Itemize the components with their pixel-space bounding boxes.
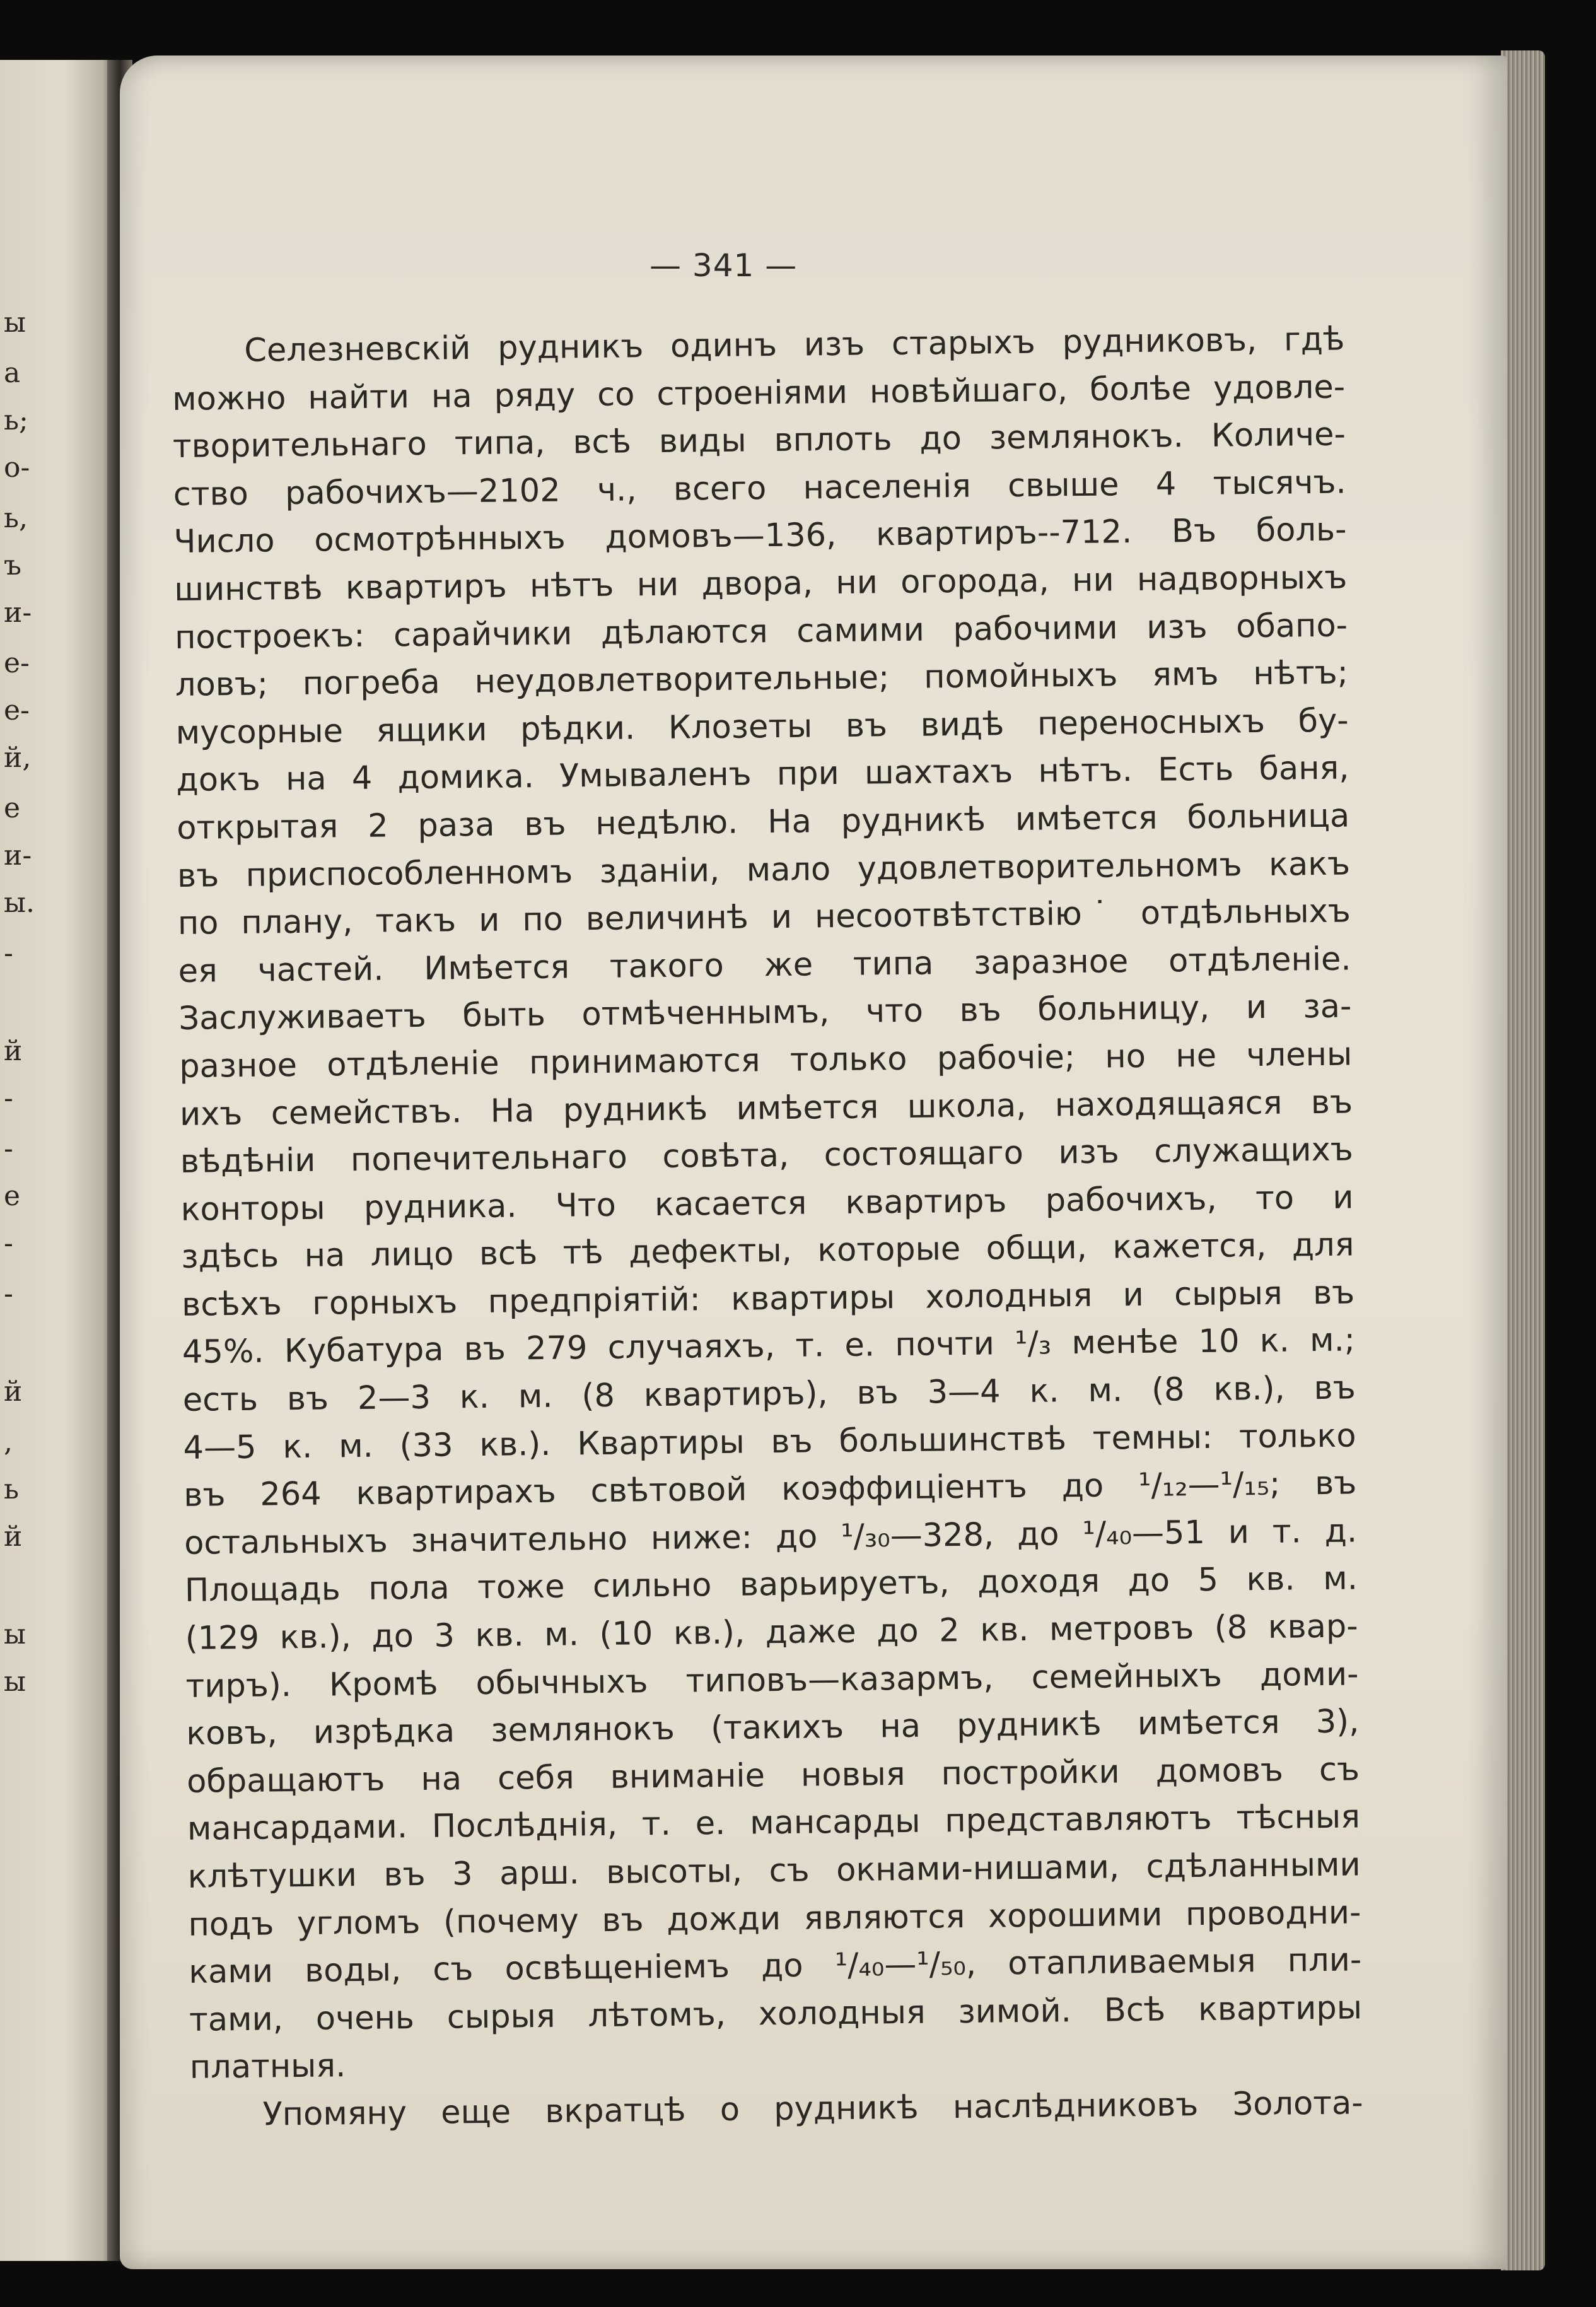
text-line: есть въ 2—3 к. м. (8 квартиръ), въ 3—4 к. м. (8 кв.), въ [182,1369,1356,1419]
left-page-fragment: ы [4,307,26,339]
left-page-fragment: - [4,1133,13,1165]
text-line: вѣдѣніи попечительнаго совѣта, состоящаго изъ служащихъ [180,1131,1354,1181]
left-page-fragment: е- [4,694,30,727]
text-line: ихъ семействъ. На рудникѣ имѣется школа, находящаяся въ [179,1083,1353,1133]
body-text [172,316,1363,2140]
text-line: творительнаго типа, всѣ виды вплоть до землянокъ. Количе- [172,416,1346,466]
text-line: мусорные ящики рѣдки. Клозеты въ видѣ переносныхъ бу- [175,702,1349,752]
text-line: ковъ, изрѣдка землянокъ (такихъ на рудникѣ имѣется 3), [186,1703,1360,1753]
left-page-edge [0,60,117,2261]
text-line: Площадь пола тоже сильно варьируетъ, доходя до 5 кв. м. [184,1560,1358,1610]
text-line: построекъ: сарайчики дѣлаются самими рабочими изъ обапо- [174,607,1348,657]
text-line: клѣтушки въ 3 арш. высоты, съ окнами-нишами, сдѣланными [187,1846,1361,1896]
left-page-fragment: й [4,1521,23,1553]
text-line: конторы рудника. Что касается квартиръ рабочихъ, то и [180,1179,1354,1229]
text-line: 4—5 к. м. (33 кв.). Квартиры въ большинствѣ темны: только [183,1417,1356,1467]
text-line: ловъ; погреба неудовлетворительные; помойныхъ ямъ нѣтъ; [175,654,1349,704]
text-line: здѣсь на лицо всѣ тѣ дефекты, которые общи, кажется, для [181,1226,1354,1276]
text-line: платныя. [189,2047,346,2087]
text-line: ство рабочихъ—2102 ч., всего населенія свыше 4 тысячъ. [173,464,1346,513]
text-line: открытая 2 раза въ недѣлю. На рудникѣ имѣется больница [176,797,1350,847]
left-page-fragment: ь; [4,404,28,436]
left-page-fragment: й [4,1035,23,1067]
left-page-fragment: й [4,1375,23,1408]
text-line: тиръ). Кромѣ обычныхъ типовъ—казармъ, семейныхъ доми- [185,1656,1359,1705]
left-page-fragment: - [4,937,13,969]
text-line: всѣхъ горныхъ предпріятій: квартиры холодныя и сырыя въ [181,1274,1355,1324]
left-page-fragment: - [4,1227,13,1259]
page-number: — 341 — [649,247,798,284]
left-page-fragment: и- [4,597,32,629]
text-line: ея частей. Имѣется такого же типа заразное отдѣленіе. [178,940,1351,990]
left-page-fragment: ы. [4,887,35,919]
text-line: можно найти на ряду со строеніями новѣйшаго, болѣе удовле- [172,368,1346,418]
text-line: подъ угломъ (почему въ дожди являются хорошими проводни- [188,1893,1361,1944]
text-line: докъ на 4 домика. Умываленъ при шахтахъ нѣтъ. Есть баня, [176,749,1349,800]
text-line: въ приспособленномъ зданіи, мало удовлетворительномъ какъ [177,845,1351,895]
text-line: по плану, такъ и по величинѣ и несоотвѣтствію˙ отдѣльныхъ [177,892,1351,943]
left-page-fragment: е [4,1180,21,1212]
left-page-fragment: е- [4,647,30,679]
text-line: 45%. Кубатура въ 279 случаяхъ, т. е. почти ¹/₃ менѣе 10 к. м.; [182,1321,1356,1372]
text-line: мансардами. Послѣднія, т. е. мансарды представляютъ тѣсныя [187,1798,1361,1849]
left-page-fragment: ь [4,1473,19,1505]
text-line: разное отдѣленіе принимаются только рабочіе; но не члены [178,1036,1353,1085]
text-line: Упомяну еще вкратцѣ о рудникѣ наслѣдниковъ Золота- [262,2084,1363,2134]
text-line: Число осмотрѣнныхъ домовъ—136, квартиръ--712. Въ боль- [173,511,1347,561]
text-line: шинствѣ квартиръ нѣтъ ни двора, ни огорода, ни надворныхъ [174,559,1348,609]
left-page-fragment: а [4,357,21,389]
text-line: тами, очень сырыя лѣтомъ, холодныя зимой. Всѣ квартиры [189,1989,1363,2039]
text-line: (129 кв.), до 3 кв. м. (10 кв.), даже до 2 кв. метровъ (8 квар- [185,1608,1358,1657]
left-page-fragment: и- [4,839,32,872]
text-line: Заслуживаетъ быть отмѣченнымъ, что въ больницу, и за- [178,988,1352,1038]
left-page-fragment: , [4,1426,13,1458]
left-page-fragment: ы [4,1666,26,1698]
left-page-fragment: ы [4,1618,26,1650]
left-page-fragment: - [4,1278,13,1310]
left-page-fragment: ъ [4,549,21,581]
left-page-fragment: е [4,792,21,824]
text-line: обращаютъ на себя вниманіе новыя постройки домовъ съ [186,1751,1360,1801]
text-line: ками воды, съ освѣщеніемъ до ¹/₄₀—¹/₅₀, отапливаемыя пли- [188,1941,1362,1992]
left-page-fragment: - [4,1082,13,1114]
text-line: въ 264 квартирахъ свѣтовой коэффиціентъ до ¹/₁₂—¹/₁₅; въ [183,1464,1357,1515]
page-edge-stack [1501,50,1545,2270]
left-page-fragment: о- [4,452,30,484]
text-line: Селезневскій рудникъ одинъ изъ старыхъ рудниковъ, гдѣ [244,320,1345,370]
left-page-fragment: й, [4,742,32,774]
text-line: остальныхъ значительно ниже: до ¹/₃₀—328, до ¹/₄₀—51 и т. д. [183,1512,1358,1562]
left-page-fragment: ь, [4,502,28,534]
